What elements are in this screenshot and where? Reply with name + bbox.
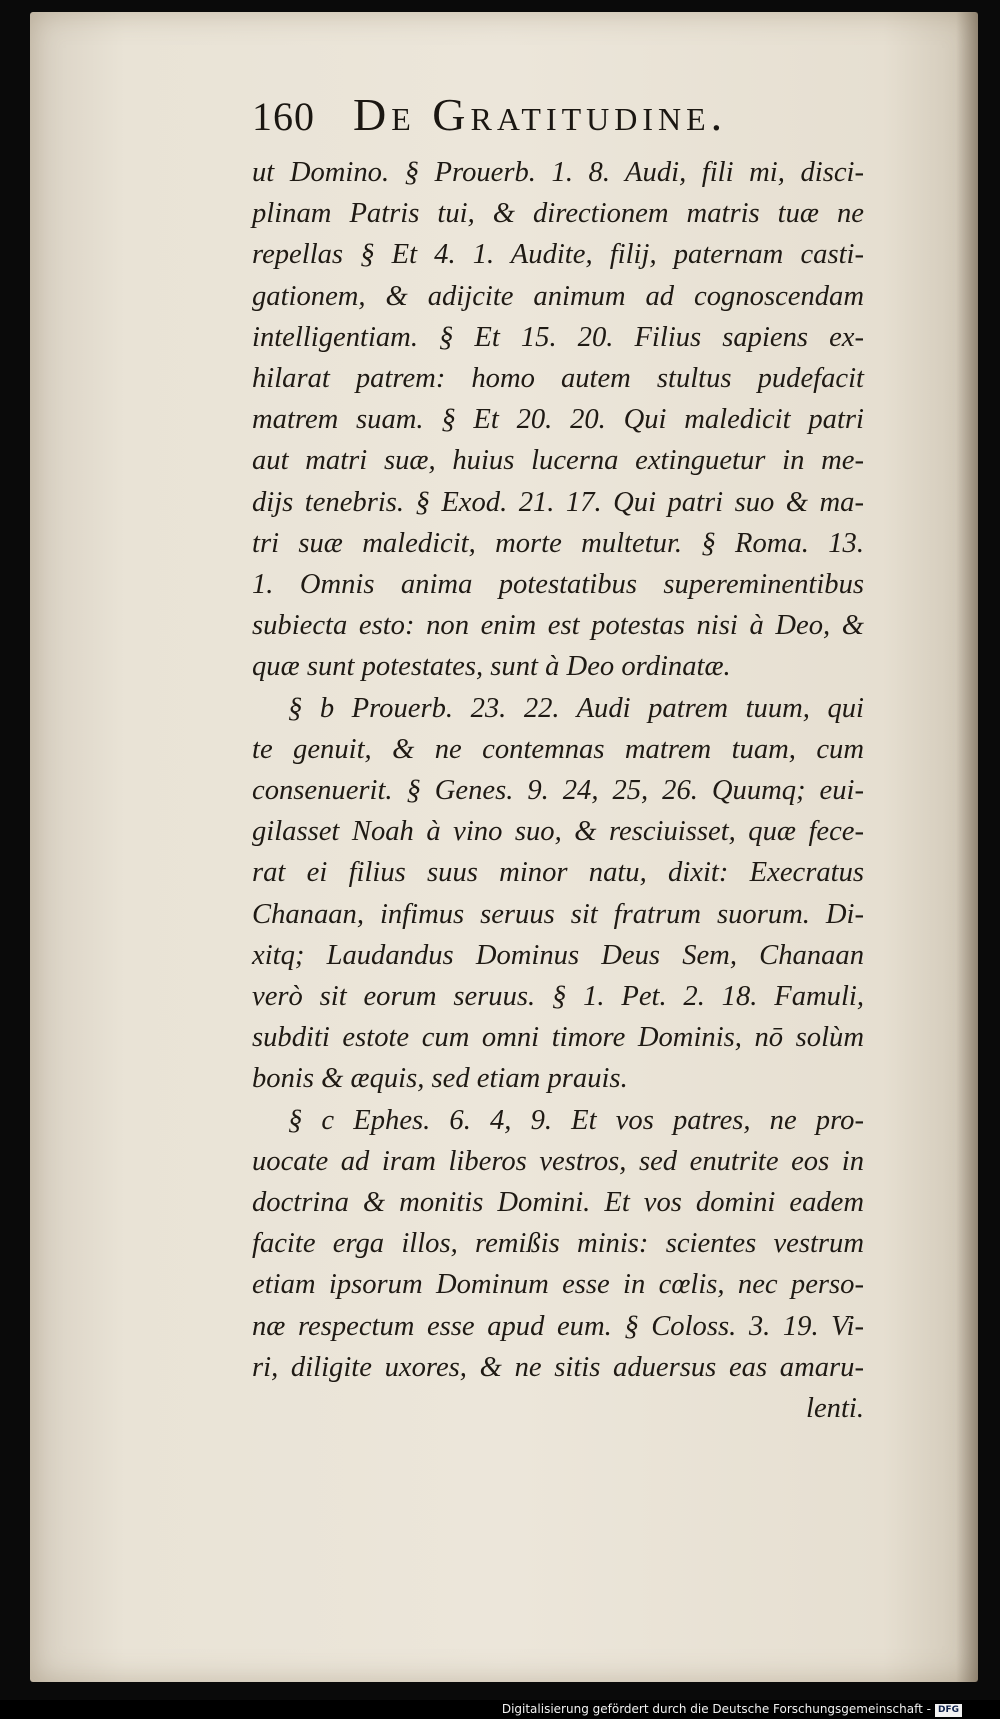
text-line: verò sit eorum seruus. § 1. Pet. 2. 18. Famuli,	[252, 981, 864, 1013]
body-text	[252, 152, 864, 1429]
text-line: intelligentiam. § Et 15. 20. Filius sapiens ex-	[252, 321, 864, 353]
text-line: subiecta esto: non enim est potestas nisi à Deo, &	[252, 610, 864, 642]
text-line: gationem, & adijcite animum ad cognoscendam	[252, 280, 864, 312]
text-line: 1. Omnis anima potestatibus supereminentibus	[252, 569, 864, 601]
text-line: § b Prouerb. 23. 22. Audi patrem tuum, qui	[288, 692, 864, 724]
page-number: 160	[252, 94, 315, 139]
running-header	[252, 88, 862, 141]
funding-text: Digitalisierung gefördert durch die Deutsche Forschungsgemeinschaft -	[501, 1702, 931, 1716]
text-line: subditi estote cum omni timore Dominis, nō solùm	[252, 1022, 864, 1054]
text-line: repellas § Et 4. 1. Audite, filij, paternam casti-	[252, 239, 864, 271]
text-line: ri, diligite uxores, & ne sitis aduersus eas amaru-	[252, 1351, 864, 1383]
page-spine-shadow	[956, 12, 978, 1682]
text-line: næ respectum esse apud eum. § Coloss. 3. 19. Vi-	[252, 1310, 864, 1342]
dfg-logo: DFG	[935, 1704, 962, 1717]
text-line: hilarat patrem: homo autem stultus pudefacit	[252, 363, 864, 395]
text-line: Chanaan, infimus seruus sit fratrum suorum. Di-	[252, 898, 864, 930]
text-line: gilasset Noah à vino suo, & resciuisset, quæ fece-	[252, 816, 864, 848]
text-line: quæ sunt potestates, sunt à Deo ordinatæ.	[252, 651, 731, 683]
text-line: matrem suam. § Et 20. 20. Qui maledicit patri	[252, 404, 864, 436]
text-line: plinam Patris tui, & directionem matris tuæ ne	[252, 198, 864, 230]
text-line: aut matri suæ, huius lucerna extinguetur in me-	[252, 445, 864, 477]
running-title: De Gratitudine.	[353, 89, 728, 140]
text-line: xitq; Laudandus Dominus Deus Sem, Chanaan	[252, 939, 864, 971]
text-line: rat ei filius suus minor natu, dixit: Execratus	[252, 857, 864, 889]
text-line: dijs tenebris. § Exod. 21. 17. Qui patri suo & ma-	[252, 486, 864, 518]
text-line: uocate ad iram liberos vestros, sed enutrite eos in	[252, 1145, 864, 1177]
text-line: doctrina & monitis Domini. Et vos domini eadem	[252, 1187, 864, 1219]
text-line: § c Ephes. 6. 4, 9. Et vos patres, ne pro-	[288, 1104, 864, 1136]
text-line: tri suæ maledicit, morte multetur. § Roma. 13.	[252, 527, 864, 559]
text-line: etiam ipsorum Dominum esse in cœlis, nec perso-	[252, 1269, 864, 1301]
text-line: te genuit, & ne contemnas matrem tuam, cum	[252, 733, 864, 765]
funding-notice	[502, 1700, 962, 1719]
text-line: lenti.	[806, 1393, 864, 1425]
text-line: facite erga illos, remißis minis: scientes vestrum	[252, 1228, 864, 1260]
text-line: consenuerit. § Genes. 9. 24, 25, 26. Quumq; eui-	[252, 775, 864, 807]
text-line: ut Domino. § Prouerb. 1. 8. Audi, fili mi, disci-	[252, 157, 864, 188]
text-line: bonis & æquis, sed etiam prauis.	[252, 1063, 628, 1095]
